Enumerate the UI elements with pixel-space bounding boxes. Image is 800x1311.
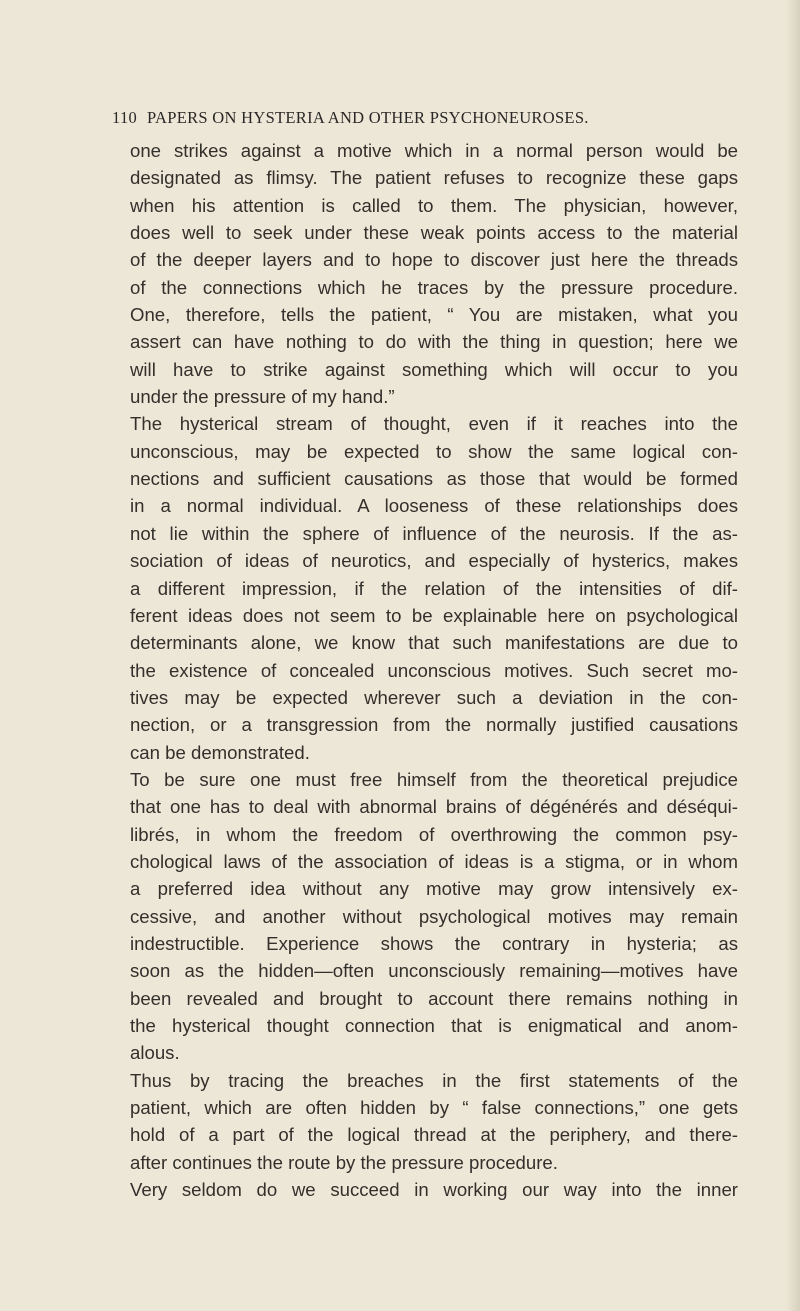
text-line: cessive, and another without psychological motives may remain bbox=[130, 905, 738, 927]
text-line: that one has to deal with abnormal brains of dégénérés and déséqui- bbox=[130, 796, 738, 818]
text-line: does well to seek under these weak points access to the material bbox=[130, 222, 738, 244]
text-line: nections and sufficient causations as those that would be formed bbox=[130, 468, 738, 490]
text-line: can be demonstrated. bbox=[130, 741, 310, 763]
text-line: under the pressure of my hand.” bbox=[130, 386, 395, 408]
text-line: To be sure one must free himself from the theoretical prejudice bbox=[130, 768, 738, 790]
text-line: Thus by tracing the breaches in the first statements of the bbox=[130, 1069, 738, 1091]
text-line: indestructible. Experience shows the contrary in hysteria; as bbox=[130, 932, 738, 954]
text-line: Very seldom do we succeed in working our way into the inner bbox=[130, 1179, 738, 1201]
text-line: a preferred idea without any motive may grow intensively ex- bbox=[130, 878, 738, 900]
text-line: a different impression, if the relation of the intensities of dif- bbox=[130, 577, 738, 599]
text-line: ferent ideas does not seem to be explainable here on psychological bbox=[130, 604, 738, 626]
running-title: PAPERS ON HYSTERIA AND OTHER PSYCHONEUROSES. bbox=[147, 108, 589, 127]
text-line: of the connections which he traces by the pressure procedure. bbox=[130, 276, 738, 298]
page-edge-shadow bbox=[786, 0, 800, 1311]
text-line: nection, or a transgression from the normally justified causations bbox=[130, 714, 738, 736]
text-line: the existence of concealed unconscious motives. Such secret mo- bbox=[130, 659, 738, 681]
text-line: unconscious, may be expected to show the same logical con- bbox=[130, 440, 738, 462]
text-line: The hysterical stream of thought, even if it reaches into the bbox=[130, 413, 738, 435]
text-line: of the deeper layers and to hope to discover just here the threads bbox=[130, 249, 738, 271]
text-line: hold of a part of the logical thread at the periphery, and there- bbox=[130, 1124, 738, 1146]
text-line: determinants alone, we know that such manifestations are due to bbox=[130, 632, 738, 654]
text-line: not lie within the sphere of influence of the neurosis. If the as- bbox=[130, 522, 738, 544]
text-line: after continues the route by the pressure procedure. bbox=[130, 1151, 558, 1173]
text-line: chological laws of the association of ideas is a stigma, or in whom bbox=[130, 850, 738, 872]
body-text bbox=[130, 137, 738, 1203]
text-line: when his attention is called to them. The physician, however, bbox=[130, 194, 738, 216]
text-line: the hysterical thought connection that is enigmatical and anom- bbox=[130, 1015, 738, 1036]
text-line: been revealed and brought to account there remains nothing in bbox=[130, 987, 738, 1009]
text-line: alous. bbox=[130, 1042, 180, 1064]
text-line: will have to strike against something which will occur to you bbox=[130, 358, 738, 380]
text-line: assert can have nothing to do with the thing in question; here we bbox=[130, 331, 738, 353]
text-line: designated as flimsy. The patient refuses to recognize these gaps bbox=[130, 167, 738, 189]
text-line: One, therefore, tells the patient, “ You are mistaken, what you bbox=[130, 304, 738, 326]
text-line: sociation of ideas of neurotics, and especially of hysterics, makes bbox=[130, 550, 738, 572]
text-line: librés, in whom the freedom of overthrowing the common psy- bbox=[130, 823, 738, 845]
text-line: tives may be expected wherever such a deviation in the con- bbox=[130, 686, 738, 708]
page-number: 110 bbox=[112, 108, 138, 127]
text-line: patient, which are often hidden by “ false connections,” one gets bbox=[130, 1097, 738, 1119]
text-line: soon as the hidden—often unconsciously remaining—motives have bbox=[130, 960, 738, 982]
text-line: one strikes against a motive which in a normal person would be bbox=[130, 140, 738, 161]
text-line: in a normal individual. A looseness of these relationships does bbox=[130, 495, 738, 517]
running-header bbox=[112, 108, 732, 134]
